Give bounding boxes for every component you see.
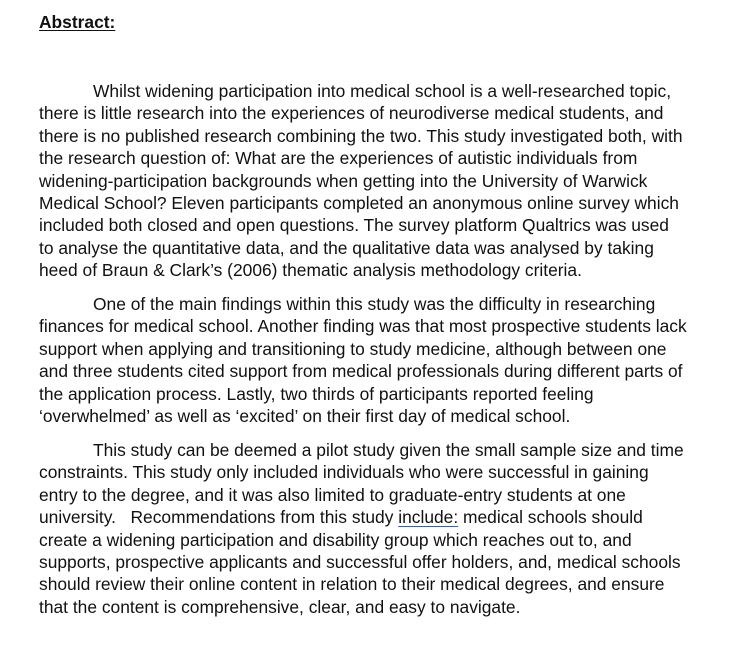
text-line <box>39 506 684 528</box>
text-line: Whilst widening participation into medical school is a well-researched topic, <box>93 81 672 101</box>
document-page <box>39 11 719 617</box>
text-line: One of the main findings within this study was the difficulty in researching <box>93 294 656 314</box>
text-line: heed of Braun & Clark’s (2006) thematic analysis methodology criteria. <box>39 260 582 281</box>
text-line: to analyse the quantitative data, and the qualitative data was analysed by taking <box>39 237 654 258</box>
spellcheck-marked-word[interactable]: include: <box>398 507 459 528</box>
abstract-paragraph-3 <box>39 439 684 618</box>
text-line: the research question of: What are the experiences of autistic individuals from <box>39 148 638 169</box>
text-line: This study can be deemed a pilot study given the small sample size and time <box>93 440 684 460</box>
text-line: entry to the degree, and it was also limited to graduate-entry students at one <box>39 484 626 505</box>
text-line: supports, prospective applicants and successful offer holders, and, medical schools <box>39 551 681 572</box>
text-line: widening-participation backgrounds when getting into the University of Warwick <box>39 170 648 191</box>
text-line: finances for medical school. Another finding was that most prospective students lack <box>39 316 687 337</box>
text-line: create a widening participation and disability group which reaches out to, and <box>39 529 632 550</box>
text-segment: medical schools should <box>458 507 643 528</box>
text-line: there is little research into the experiences of neurodiverse medical students, and <box>39 103 664 124</box>
text-line: that the content is comprehensive, clear, and easy to navigate. <box>39 596 521 617</box>
text-line: support when applying and transitioning to study medicine, although between one <box>39 338 667 359</box>
text-line: constraints. This study only included individuals who were successful in gaining <box>39 462 649 483</box>
text-line: and three students cited support from medical professionals during different parts of <box>39 361 683 382</box>
text-segment: university. Recommendations from this study <box>39 507 399 528</box>
text-line: ‘overwhelmed’ as well as ‘excited’ on their first day of medical school. <box>39 405 571 426</box>
abstract-paragraph-2 <box>39 293 687 427</box>
text-line: included both closed and open questions. The survey platform Qualtrics was used <box>39 215 669 236</box>
text-line: the application process. Lastly, two thirds of participants reported feeling <box>39 383 594 404</box>
text-line: should review their online content in relation to their medical degrees, and ensure <box>39 574 665 595</box>
abstract-paragraph-1 <box>39 80 683 282</box>
text-line: Medical School? Eleven participants completed an anonymous online survey which <box>39 192 679 213</box>
abstract-heading: Abstract: <box>39 12 116 32</box>
text-line: there is no published research combining the two. This study investigated both, with <box>39 125 683 146</box>
